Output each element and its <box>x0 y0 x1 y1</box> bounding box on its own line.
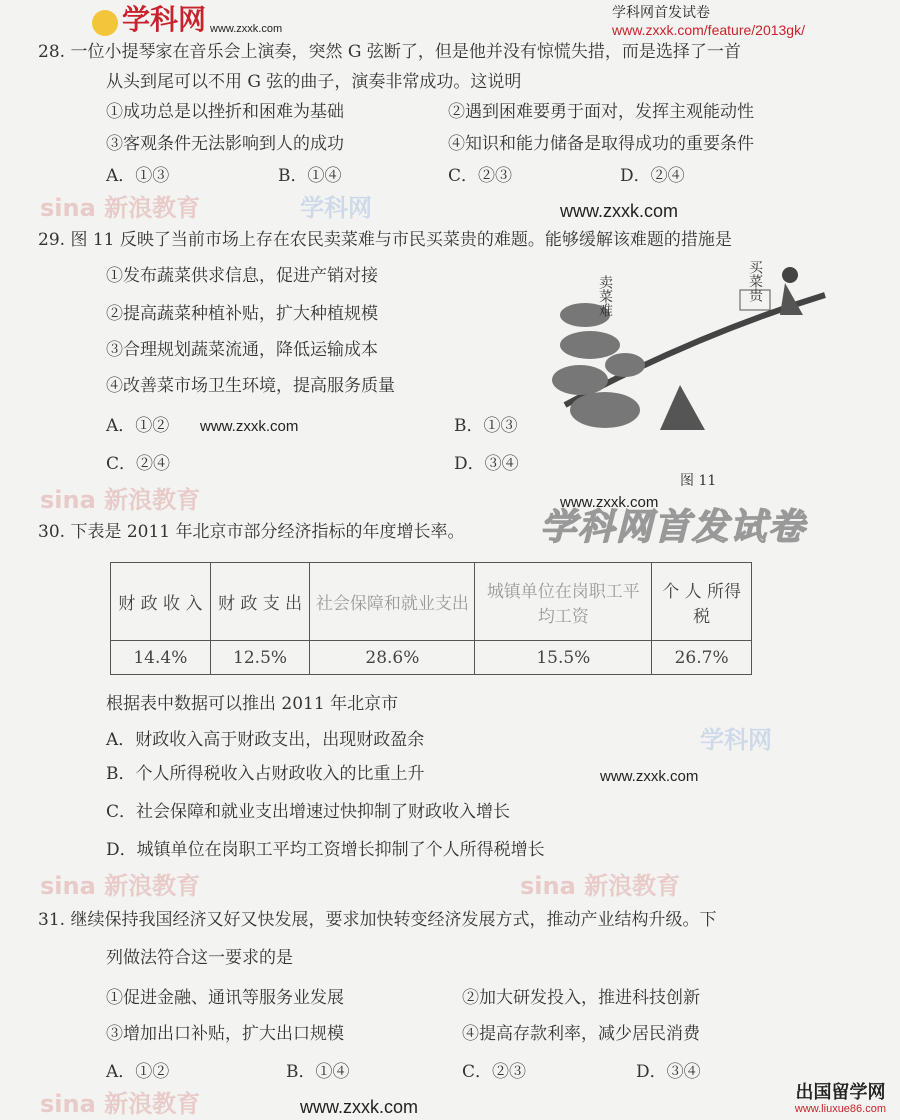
table-watermark: 学科网首发试卷 <box>540 507 807 548</box>
logo: 学科网 www.zxxk.com <box>92 2 282 36</box>
sina-watermark: sina 新浪教育 <box>40 194 201 222</box>
figure-11-cartoon: 卖菜难 买菜贵 图 11 <box>545 255 835 470</box>
exam-page: 学科网 www.zxxk.com 学科网首发试卷 www.zxxk.com/feature/2013gk/ 28. 一位小提琴家在音乐会上演奏，突然 G 弦断了，但是他并没有惊慌失措，而是选择了一首 从头到尾可以不用 G 弦的曲子，演奏非常成功。这说明 ①成功总是以挫折和困难为基础 ②遇到困难要勇于面对，发挥主观能动性 ③客观条件无法影响到人的成功 ④知识和能力储备是取得成功的重要条件 A．①③ B．①④ C．②③ D．②④ 29. 图 11 反映了当前市场上存在农民卖菜难与市民买菜贵的难题。能够缓解该难题的措施是 ①发布蔬菜供求信息，促进产销对接 ②提高蔬菜种植补贴，扩大种植规模 ③合理规划蔬菜流通，降低运输成本 ④改善菜市场卫生环境，提高服务质量 A．①② B．①③ C．②④ D．③④ 卖菜难 买菜贵 图 11 30. 下表是 2011 年北京市部分经济指标的年度增长率。 学科网首发试卷 财 政 收 入 财 政 支 出 社会保障和就业支出 城镇单位在岗职工平均工资 个 人 所得税 14.4% 12.5% 28.6% 15.5% 26.7% 根据表中数据可以推出 2011 年北京市 A．财政收入高于财政支出，出现财政盈余 B．个人所得税收入占财政收入的比重上升 C．社会保障和就业支出增速过快抑制了财政收入增长 D．城镇单位在岗职工平均工资增长抑制了个人所得税增长 31. 继续保持我国经济又好又快发展，要求加快转变经济发展方式，推动产业结构升级。下 列做法符合这一要求的是 ①促进金融、通讯等服务业发展 ②加大研发投入，推进科技创新 ③增加出口补贴，扩大出口规模 ④提高存款利率，减少居民消费 A．①② B．①④ C．②③ D．③④ sina 新浪教育 学科网 www.zxxk.com www.zxxk.com sina 新浪教育 www.zxxk.com 学科网 www.zxxk.com sina 新浪教育 sina 新浪教育 sina 新浪教育 www.zxxk.com 出国留学网 www.liuxue86.com <box>0 0 900 1120</box>
zxxk-watermark: www.zxxk.com <box>560 201 679 221</box>
top-link[interactable]: www.zxxk.com/feature/2013gk/ <box>612 22 805 38</box>
zxxk-watermark: www.zxxk.com <box>600 768 699 785</box>
xkw-watermark: 学科网 <box>300 194 372 222</box>
sina-watermark: sina 新浪教育 <box>520 872 681 900</box>
footer-brand: 出国留学网 www.liuxue86.com <box>794 1082 886 1115</box>
top-label: 学科网首发试卷 <box>612 4 710 20</box>
seesaw-illustration <box>545 255 835 470</box>
sina-watermark: sina 新浪教育 <box>40 1090 201 1118</box>
economic-indicators-table: 财 政 收 入 财 政 支 出 社会保障和就业支出 城镇单位在岗职工平均工资 个 人 所得税 14.4% 12.5% 28.6% 15.5% 26.7% <box>110 562 752 675</box>
sina-watermark: sina 新浪教育 <box>40 486 201 514</box>
zxxk-watermark: www.zxxk.com <box>200 418 299 435</box>
zxxk-watermark: www.zxxk.com <box>300 1097 419 1117</box>
xkw-watermark: 学科网 <box>700 726 772 754</box>
sina-watermark: sina 新浪教育 <box>40 872 201 900</box>
zxxk-watermark: www.zxxk.com <box>560 494 659 511</box>
mortarboard-icon <box>92 10 118 36</box>
